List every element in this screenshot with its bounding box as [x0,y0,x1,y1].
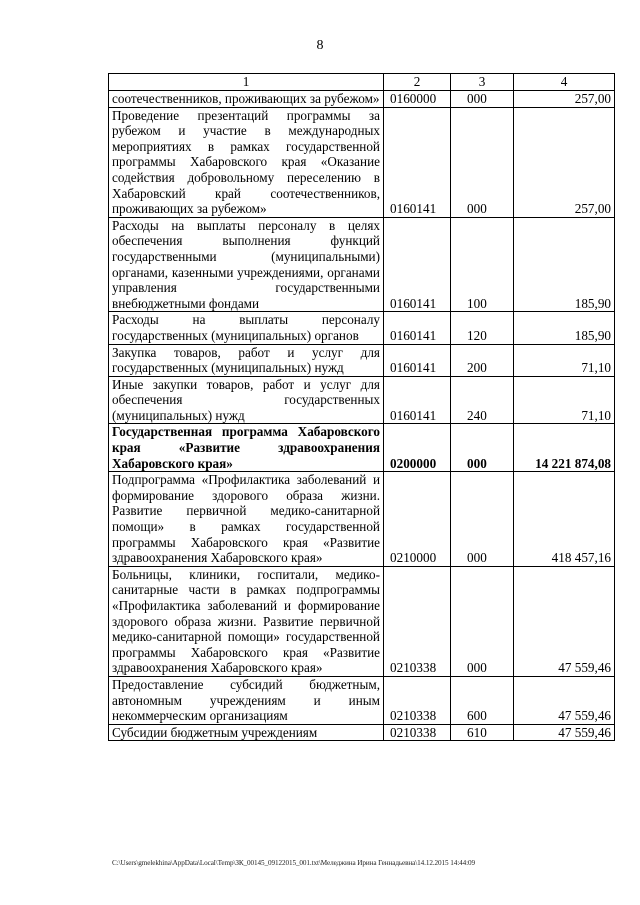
row-target-code: 0210338 [384,566,451,676]
row-description: Подпрограмма «Профилактика заболеваний и формирование здорового образа жизни. Развитие первичной медико-санитарной помощи» в рамках государственной программы Хабаровского края «Развитие здравоохранения Хабаровского края» [109,472,384,567]
row-expense-type: 120 [451,312,514,344]
row-description: Проведение презентаций программы за рубежом и участие в международных мероприятиях в рамках государственной программы Хабаровского края «Оказание содействия добровольному переселению в Хабаровский край соотечественников, проживающих за рубежом» [109,107,384,217]
row-description: Иные закупки товаров, работ и услуг для обеспечения государственных (муниципальных) нужд [109,376,384,424]
row-expense-type: 600 [451,676,514,724]
row-amount: 71,10 [514,344,615,376]
row-description: Расходы на выплаты персоналу государственных (муниципальных) органов [109,312,384,344]
row-expense-type: 000 [451,566,514,676]
budget-table [108,73,615,741]
row-amount: 418 457,16 [514,472,615,567]
row-target-code: 0160000 [384,91,451,108]
table-row [109,676,615,724]
row-amount: 47 559,46 [514,676,615,724]
table-row [109,566,615,676]
row-expense-type: 000 [451,472,514,567]
row-expense-type: 200 [451,344,514,376]
row-description: Закупка товаров, работ и услуг для государственных (муниципальных) нужд [109,344,384,376]
row-expense-type: 100 [451,217,514,312]
row-amount: 71,10 [514,376,615,424]
row-description: соотечественников, проживающих за рубежом» [109,91,384,108]
page-number: 8 [316,38,324,53]
file-path-footer: C:\Users\gmelekhina\AppData\Local\Temp\ЗК_00145_09122015_001.txt\Меледжина Ирина Геннадьевна\14.12.2015 14:44:09 [112,859,475,867]
header-col-4: 4 [514,74,615,91]
table-row [109,91,615,108]
row-expense-type: 000 [451,424,514,472]
row-target-code: 0160141 [384,217,451,312]
row-target-code: 0160141 [384,344,451,376]
row-amount: 257,00 [514,91,615,108]
row-description: Больницы, клиники, госпитали, медико-санитарные части в рамках подпрограммы «Профилактика заболеваний и формирование здорового образа жизни. Развитие первичной медико-санитарной помощи» государственной программы Хабаровского края «Развитие здравоохранения Хабаровского края» [109,566,384,676]
row-amount: 257,00 [514,107,615,217]
table-row [109,107,615,217]
row-target-code: 0160141 [384,107,451,217]
row-amount: 185,90 [514,217,615,312]
header-col-2: 2 [384,74,451,91]
row-target-code: 0210000 [384,472,451,567]
row-amount: 185,90 [514,312,615,344]
table-row [109,424,615,472]
table-row [109,724,615,741]
row-expense-type: 000 [451,91,514,108]
row-expense-type: 000 [451,107,514,217]
row-target-code: 0210338 [384,676,451,724]
row-amount: 47 559,46 [514,724,615,741]
header-col-1: 1 [109,74,384,91]
row-target-code: 0200000 [384,424,451,472]
row-description: Предоставление субсидий бюджетным, автономным учреждениям и иным некоммерческим организациям [109,676,384,724]
table-row [109,312,615,344]
row-description: Субсидии бюджетным учреждениям [109,724,384,741]
table-row [109,376,615,424]
row-expense-type: 240 [451,376,514,424]
row-description: Расходы на выплаты персоналу в целях обеспечения выполнения функций государственными (муниципальными) органами, казенными учреждениями, органами управления государственными внебюджетными фондами [109,217,384,312]
table-header-row [109,74,615,91]
table-row [109,472,615,567]
table-row [109,217,615,312]
row-target-code: 0210338 [384,724,451,741]
row-amount: 14 221 874,08 [514,424,615,472]
row-target-code: 0160141 [384,312,451,344]
header-col-3: 3 [451,74,514,91]
row-expense-type: 610 [451,724,514,741]
row-amount: 47 559,46 [514,566,615,676]
row-description: Государственная программа Хабаровского края «Развитие здравоохранения Хабаровского края» [109,424,384,472]
table-row [109,344,615,376]
row-target-code: 0160141 [384,376,451,424]
